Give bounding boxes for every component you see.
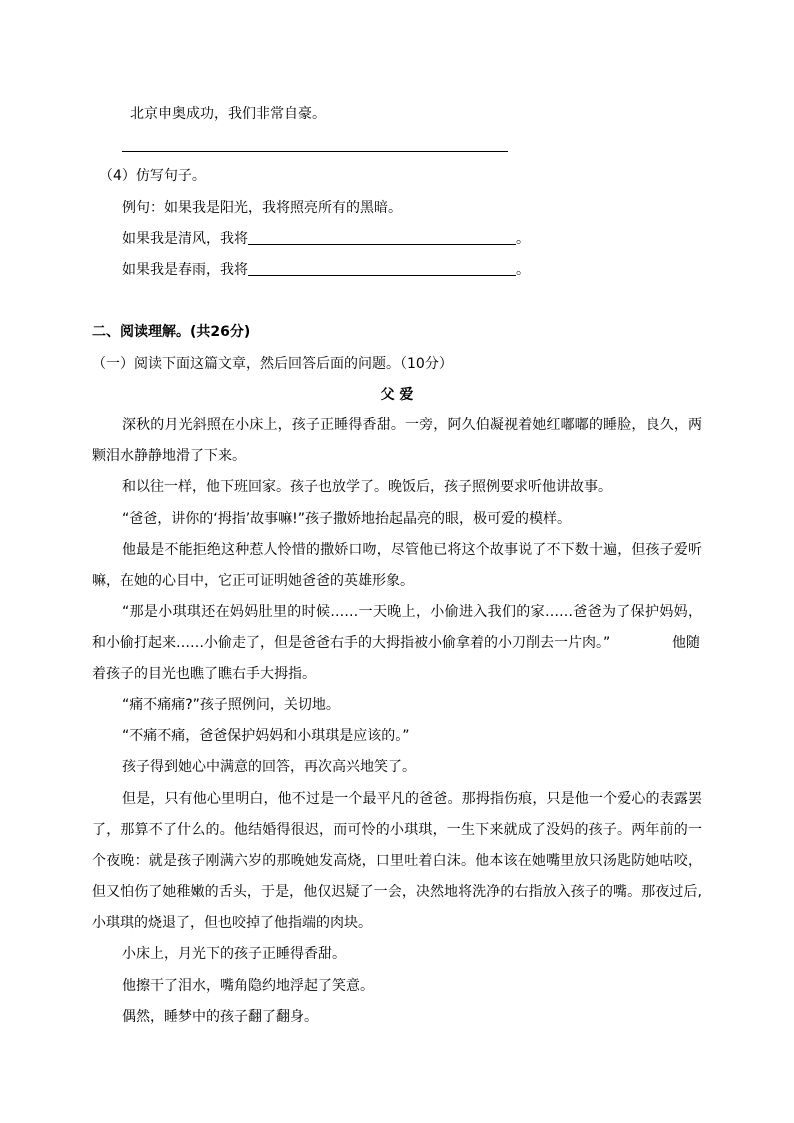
example-sentence: 例句：如果我是阳光，我将照亮所有的黑暗。 [122,200,402,216]
paragraph-5-line-2: 和小偷打起来……小偷走了，但是爸爸右手的大拇指被小偷拿着的小刀削去一片肉。” [92,635,611,651]
paragraph-10: 小床上，月光下的孩子正睡得香甜。 [122,946,346,962]
paragraph-3: “爸爸，讲你的‘拇指’故事嘛!”孩子撒娇地抬起晶亮的眼，极可爱的模样。 [122,511,572,527]
question-4-heading: （4）仿写句子。 [99,168,206,184]
section-2-heading: 二、阅读理解。(共26分) [92,324,251,340]
imitation-item-2-prefix: 如果我是春雨，我将 [122,262,248,278]
paragraph-5-line-1: “那是小琪琪还在妈妈肚里的时候……一天晚上，小偷进入我们的家……爸爸为了保护妈妈， [122,604,702,620]
answer-line[interactable] [122,151,508,152]
imitation-item-2-suffix: 。 [516,262,530,278]
paragraph-12: 偶然，睡梦中的孩子翻了翻身。 [122,1009,318,1025]
paragraph-4-line-1: 他最是不能拒绝这种惹人怜惜的撒娇口吻，尽管他已将这个故事说了不下数十遍，但孩子爱听 [122,542,702,558]
paragraph-9-line-2: 了，那算不了什么的。他结婚得很迟，而可怜的小琪琪，一生下来就成了没妈的孩子。两年前的一 [92,822,702,838]
paragraph-9-line-5: 小琪琪的烧退了，但也咬掉了他指端的肉块。 [92,915,372,931]
imitation-item-1-suffix: 。 [516,231,530,247]
answer-sentence: 北京申奥成功，我们非常自豪。 [130,106,326,122]
paragraph-2: 和以往一样，他下班回家。孩子也放学了。晚饭后，孩子照例要求听他讲故事。 [122,479,612,495]
paragraph-4-line-2: 嘛，在她的心目中，它正可证明她爸爸的英雄形象。 [92,573,414,589]
passage-title: 父 爱 [380,387,414,403]
paragraph-1-line-1: 深秋的月光斜照在小床上，孩子正睡得香甜。一旁，阿久伯凝视着她红嘟嘟的睡脸，良久，两 [122,417,702,433]
paragraph-7: “不痛不痛，爸爸保护妈妈和小琪琪是应该的。” [122,728,410,744]
paragraph-9-line-4: 但又怕伤了她稚嫩的舌头，于是，他仅迟疑了一会，决然地将洗净的右指放入孩子的嘴。那夜过后, [92,884,702,900]
imitation-blank-2[interactable] [248,261,516,276]
paragraph-11: 他擦干了泪水，嘴角隐约地浮起了笑意。 [122,978,374,994]
paragraph-6: “痛不痛痛?”孩子照例问，关切地。 [122,697,340,713]
imitation-blank-1[interactable] [248,230,516,245]
paragraph-8: 孩子得到她心中满意的回答，再次高兴地笑了。 [122,759,416,775]
section-2-sub-heading: （一）阅读下面这篇文章，然后回答后面的问题。（10分） [92,356,453,372]
paragraph-9-line-3: 个夜晚：就是孩子刚满六岁的那晚她发高烧，口里吐着白沫。他本该在她嘴里放只汤匙防她咕咬， [92,853,702,869]
paragraph-1-line-2: 颗泪水静静地滑了下来。 [92,448,246,464]
paragraph-9-line-1: 但是，只有他心里明白，他不过是一个最平凡的爸爸。那拇指伤痕，只是他一个爱心的表露罢 [122,791,702,807]
imitation-item-1 [122,229,530,249]
paragraph-5-line-2-end: 他随 [672,635,700,651]
paragraph-5-line-3: 着孩子的目光也瞧了瞧右手大拇指。 [92,666,316,682]
imitation-item-2 [122,260,530,280]
imitation-item-1-prefix: 如果我是清风，我将 [122,231,248,247]
